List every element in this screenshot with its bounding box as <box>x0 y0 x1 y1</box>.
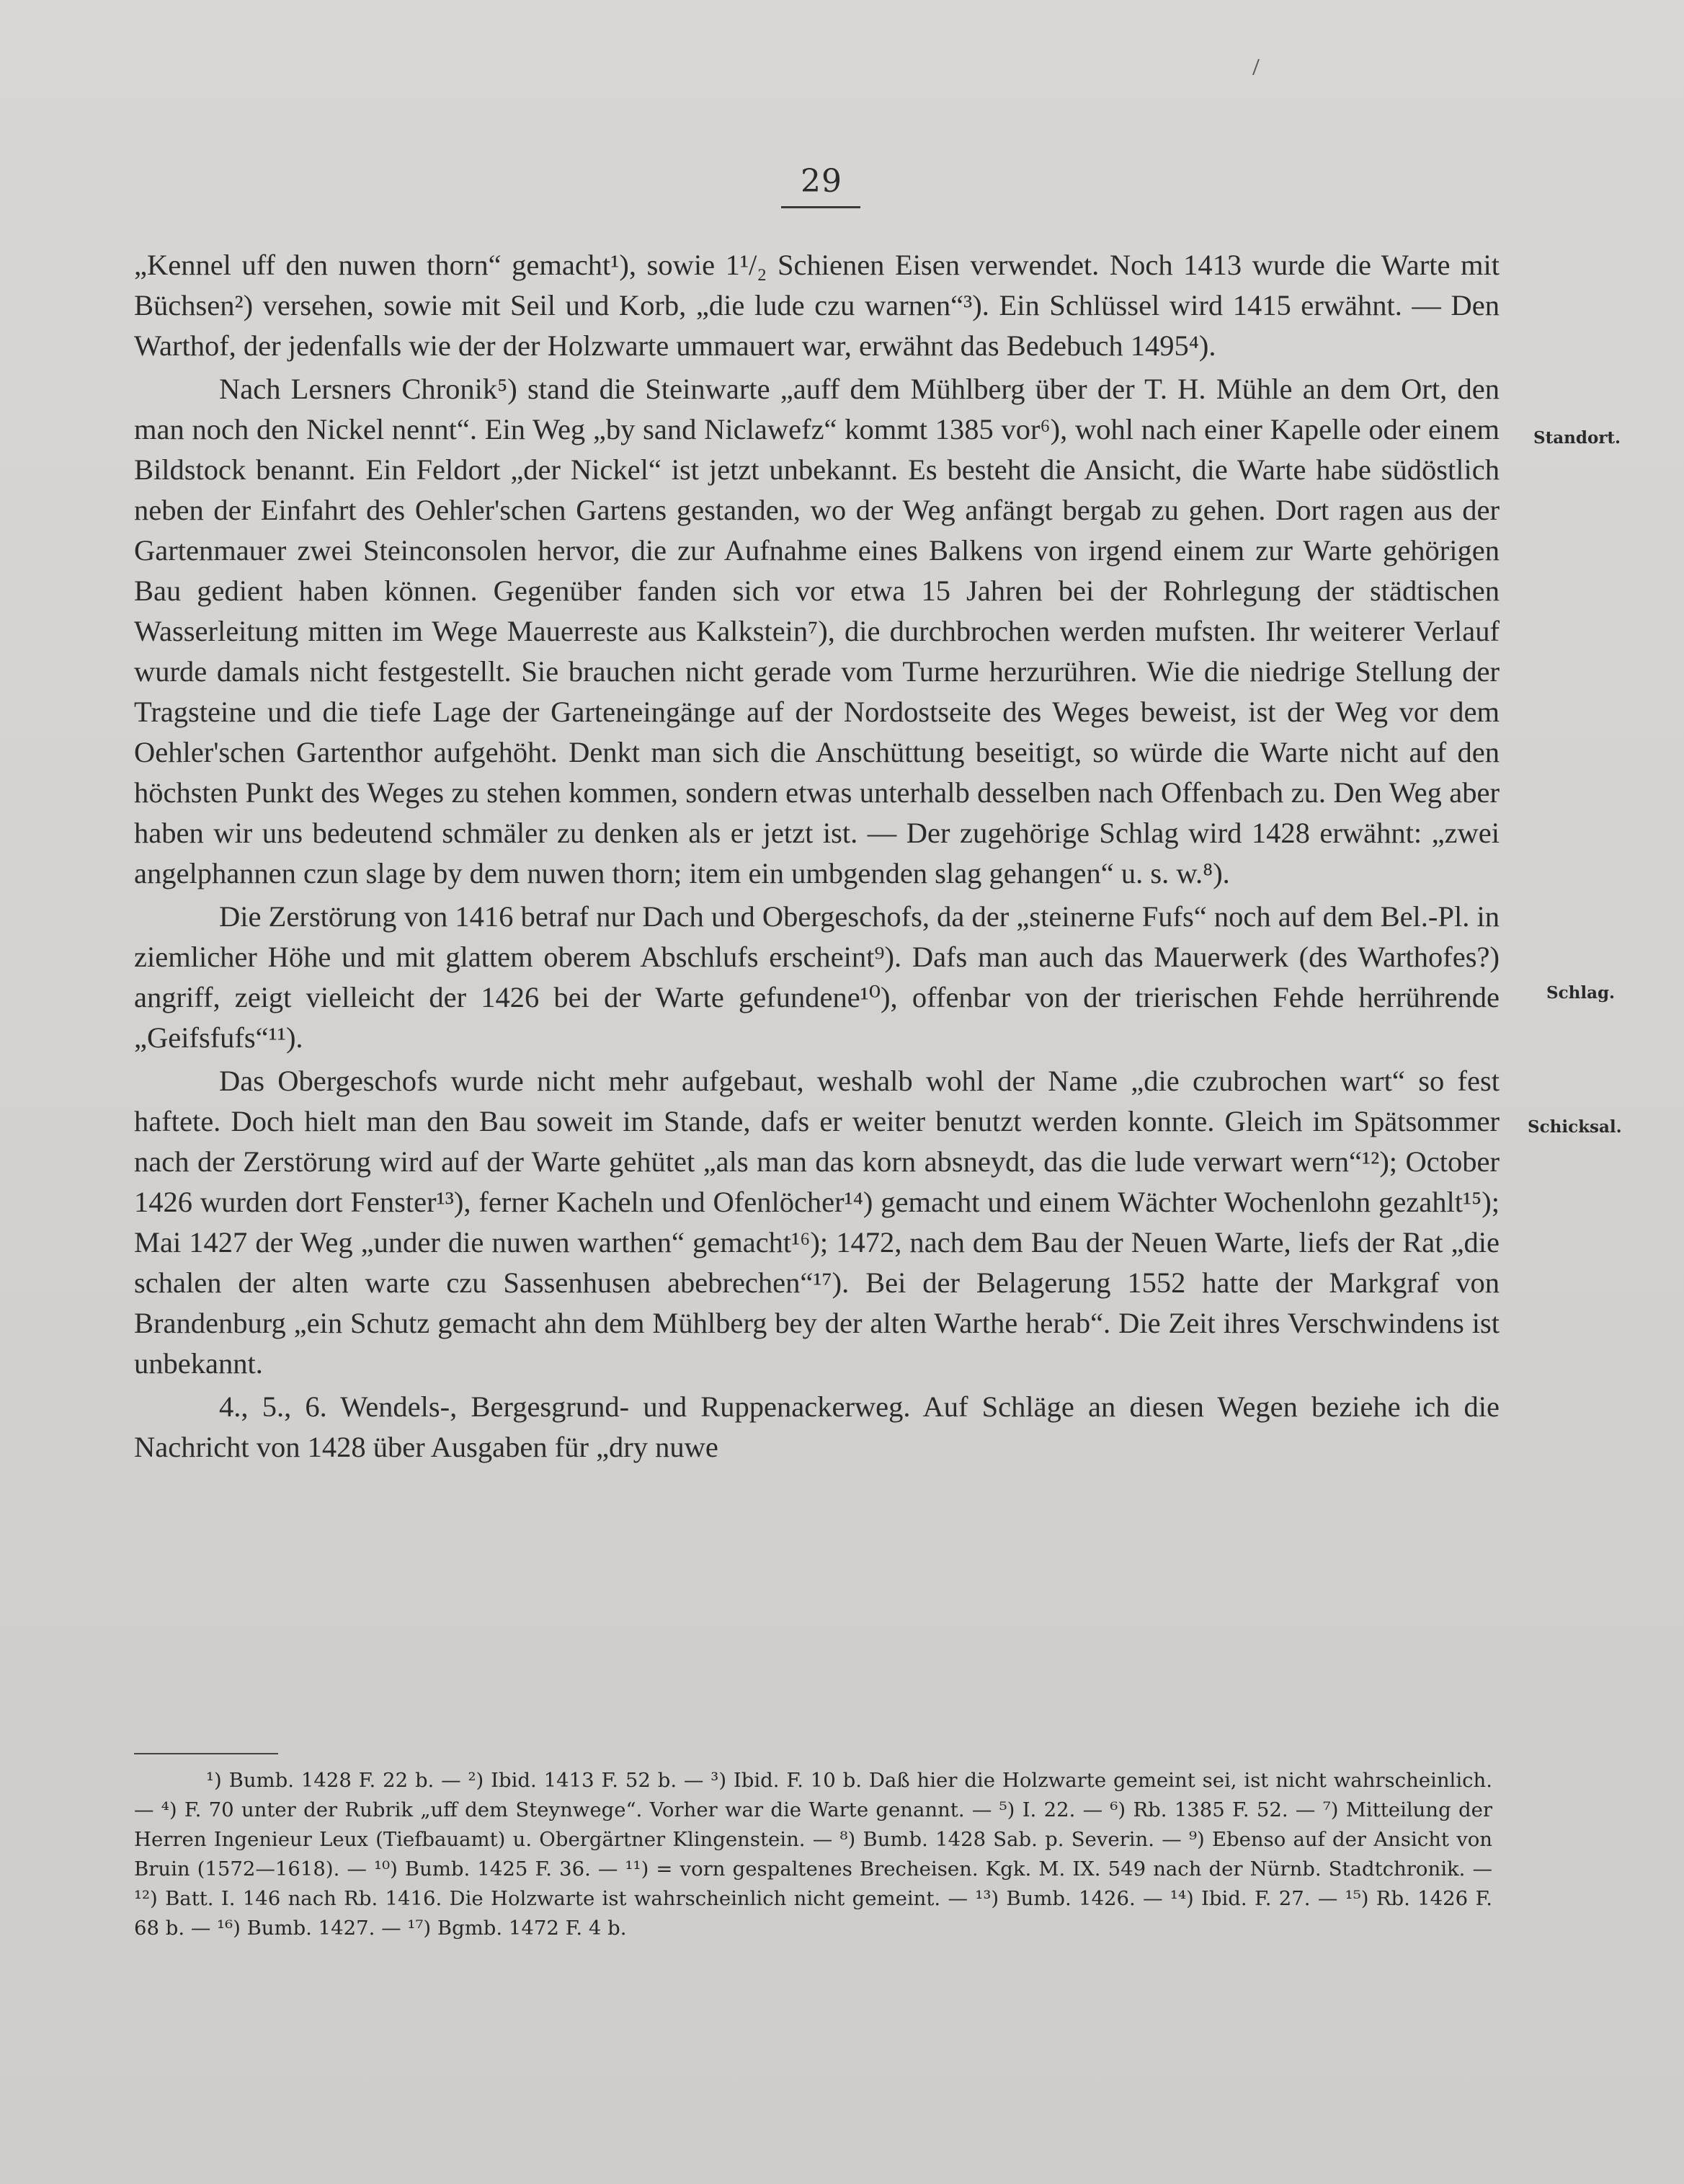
paragraph-4: Das Obergeschofs wurde nicht mehr aufgebaut, weshalb wohl der Name „die czubrochen wart“ so fest haftete. Doch hielt man den Bau soweit im Stande, dafs er weiter benutzt werden konnte. Gleich im Spätsommer nach der Zerstörung wird auf der Warte gehütet „als man das korn absneydt, das die lude verwart wern“¹²); October 1426 wurden dort Fenster¹³), ferner Kacheln und Ofenlöcher¹⁴) gemacht und einem Wächter Wochenlohn gezahlt¹⁵); Mai 1427 der Weg „under die nuwen warthen“ gemacht¹⁶); 1472, nach dem Bau der Neuen Warte, liefs der Rat „die schalen der alten warte czu Sassenhusen abebrechen“¹⁷). Bei der Belagerung 1552 hatte der Markgraf von Brandenburg „ein Schutz gemacht ahn dem Mühlberg bey der alten Warthe herab“. Die Zeit ihres Verschwindens ist unbekannt. <box>134 1065 1500 1380</box>
body-text <box>134 245 1500 1470</box>
footnote-text: ¹) Bumb. 1428 F. 22 b. — ²) Ibid. 1413 F. 52 b. — ³) Ibid. F. 10 b. Daß hier die Holzwarte gemeint sei, ist nicht wahrscheinlich. — ⁴) F. 70 unter der Rubrik „uff dem Steynwege“. Vorher war die Warte genannt. — ⁵) I. 22. — ⁶) Rb. 1385 F. 52. — ⁷) Mitteilung der Herren Ingenieur Leux (Tiefbauamt) u. Obergärtner Klingenstein. — ⁸) Bumb. 1428 Sab. p. Severin. — ⁹) Ebenso auf der Ansicht von Bruin (1572—1618). — ¹⁰) Bumb. 1425 F. 36. — ¹¹) = vorn gespaltenes Brecheisen. Kgk. M. IX. 549 nach der Nürnb. Stadtchronik. — ¹²) Batt. I. 146 nach Rb. 1416. Die Holzwarte ist wahrscheinlich nicht gemeint. — ¹³) Bumb. 1426. — ¹⁴) Ibid. F. 27. — ¹⁵) Rb. 1426 F. 68 b. — ¹⁶) Bumb. 1427. — ¹⁷) Bgmb. 1472 F. 4 b. <box>134 1769 1492 1940</box>
footnote-separator <box>134 1753 278 1754</box>
margin-note-schlag: Schlag. <box>1546 983 1616 1003</box>
paragraph-2: Nach Lersners Chronik⁵) stand die Steinwarte „auff dem Mühlberg über der T. H. Mühle an dem Ort, den man noch den Nickel nennt“. Ein Weg „by sand Niclawefz“ kommt 1385 vor⁶), wohl nach einer Kapelle oder einem Bildstock benannt. Ein Feldort „der Nickel“ ist jetzt unbekannt. Es besteht die Ansicht, die Warte habe südöstlich neben der Einfahrt des Oehler'schen Gartens gestanden, wo der Weg anfängt bergab zu gehen. Dort ragen aus der Gartenmauer zwei Steinconsolen hervor, die zur Aufnahme eines Balkens von irgend einem zur Warte gehörigen Bau gedient haben können. Gegenüber fanden sich vor etwa 15 Jahren bei der Rohrlegung der städtischen Wasserleitung mitten im Wege Mauerreste aus Kalkstein⁷), die durchbrochen werden mufsten. Ihr weiterer Verlauf wurde damals nicht festgestellt. Sie brauchen nicht gerade vom Turme herzurühren. Wie die niedrige Stellung der Tragsteine und die tiefe Lage der Garteneingänge auf der Nordostseite des Weges beweist, ist der Weg vor dem Oehler'schen Gartenthor aufgehöht. Denkt man sich die Anschüttung beseitigt, so würde die Warte nicht auf den höchsten Punkt des Weges zu stehen kommen, sondern etwas unterhalb desselben nach Offenbach zu. Den Weg aber haben wir uns bedeutend schmäler zu denken als er jetzt ist. — Der zugehörige Schlag wird 1428 erwähnt: „zwei angelphannen czun slage by dem nuwen thorn; item ein umbgenden slag gehangen“ u. s. w.⁸). <box>134 373 1500 889</box>
paragraph-5: 4., 5., 6. Wendels-, Bergesgrund- und Ruppenackerweg. Auf Schläge an diesen Wegen beziehe ich die Nachricht von 1428 über Ausgaben für „dry nuwe <box>134 1390 1500 1463</box>
page-number: 29 <box>801 163 842 200</box>
margin-note-standort: Standort. <box>1533 428 1621 448</box>
pencil-mark <box>1252 59 1267 75</box>
page-number-rule <box>781 206 860 208</box>
margin-note-schicksal: Schicksal. <box>1528 1117 1622 1137</box>
paragraph-1: „Kennel uff den nuwen thorn“ gemacht¹), sowie 1¹/₂ Schienen Eisen verwendet. Noch 1413 wurde die Warte mit Büchsen²) versehen, sowie mit Seil und Korb, „die lude czu warnen“³). Ein Schlüssel wird 1415 erwähnt. — Den Warthof, der jedenfalls wie der der Holzwarte ummauert war, erwähnt das Bedebuch 1495⁴). <box>134 249 1500 362</box>
paragraph-3: Die Zerstörung von 1416 betraf nur Dach und Obergeschofs, da der „steinerne Fufs“ noch auf dem Bel.-Pl. in ziemlicher Höhe und mit glattem oberem Abschlufs erscheint⁹). Dafs man auch das Mauerwerk (des Warthofes?) angriff, zeigt vielleicht der 1426 bei der Warte gefundene¹⁰), offenbar von der trierischen Fehde herrührende „Geifsfufs“¹¹). <box>134 900 1500 1054</box>
footnotes <box>134 1766 1492 1943</box>
